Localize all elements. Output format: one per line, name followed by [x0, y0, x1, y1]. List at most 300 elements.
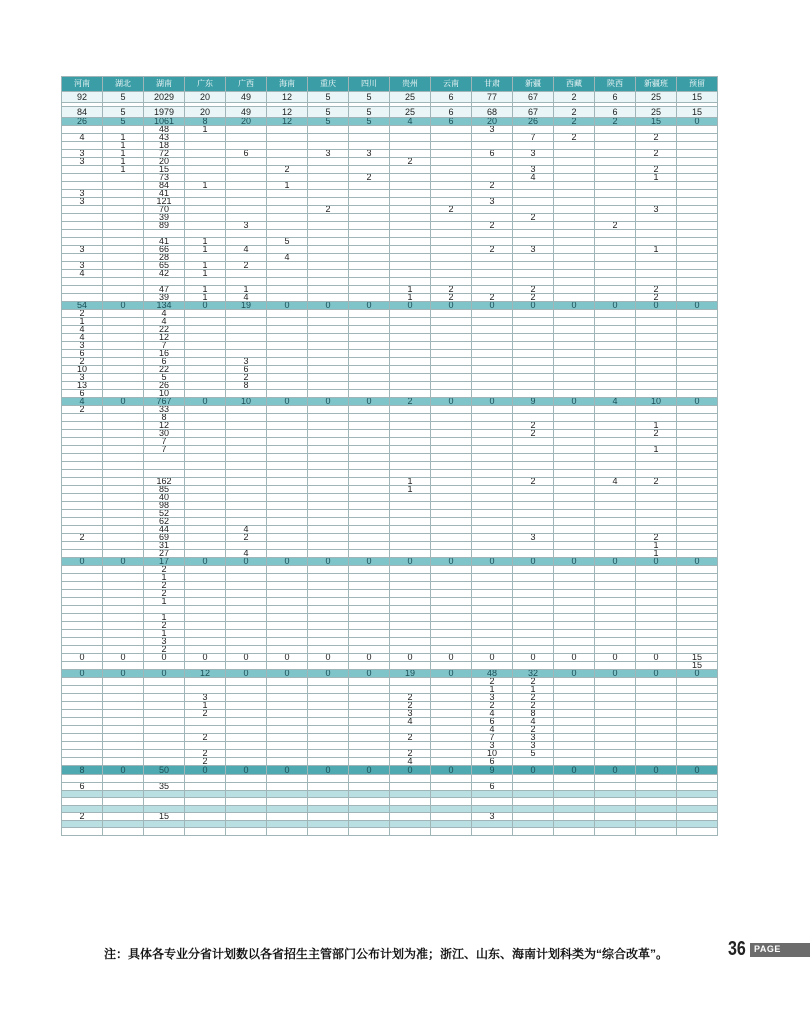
table-cell [62, 662, 103, 670]
table-cell [431, 606, 472, 614]
table-cell [267, 510, 308, 518]
table-cell [554, 286, 595, 294]
table-cell [554, 828, 595, 836]
table-cell [554, 510, 595, 518]
table-cell: 3 [513, 534, 554, 542]
table-cell [554, 190, 595, 198]
table-cell [103, 646, 144, 654]
table-cell: 2 [513, 294, 554, 302]
table-cell [62, 126, 103, 134]
table-cell [62, 254, 103, 262]
table-cell [595, 646, 636, 654]
table-row [62, 454, 718, 462]
table-cell [595, 374, 636, 382]
table-cell [308, 230, 349, 238]
table-cell: 6 [431, 107, 472, 118]
table-cell [636, 318, 677, 326]
subtotal-row [62, 766, 718, 775]
table-cell [636, 230, 677, 238]
table-cell [513, 550, 554, 558]
table-row [62, 622, 718, 630]
table-cell [308, 470, 349, 478]
table-cell [226, 270, 267, 278]
table-cell [677, 518, 718, 526]
table-cell [513, 190, 554, 198]
table-cell [595, 622, 636, 630]
table-cell [390, 678, 431, 686]
table-cell: 0 [677, 670, 718, 678]
table-cell: 0 [62, 654, 103, 662]
table-cell [62, 430, 103, 438]
table-row [62, 783, 718, 791]
table-cell [431, 334, 472, 342]
table-cell [513, 598, 554, 606]
table-cell: 10 [62, 366, 103, 374]
table-cell [554, 542, 595, 550]
table-cell [472, 791, 513, 798]
table-cell [308, 278, 349, 286]
table-cell: 47 [144, 286, 185, 294]
table-cell [677, 783, 718, 791]
table-row [62, 318, 718, 326]
table-cell [103, 813, 144, 821]
table-cell: 3 [472, 126, 513, 134]
table-cell: 0 [226, 766, 267, 775]
table-row [62, 758, 718, 766]
table-cell: 7 [513, 134, 554, 142]
table-cell [267, 783, 308, 791]
table-cell [349, 166, 390, 174]
table-cell [677, 598, 718, 606]
table-cell [308, 158, 349, 166]
table-row [62, 686, 718, 694]
table-cell [226, 310, 267, 318]
table-cell [636, 214, 677, 222]
table-cell [554, 222, 595, 230]
table-cell [636, 502, 677, 510]
table-cell [185, 646, 226, 654]
table-cell [308, 294, 349, 302]
table-cell [103, 791, 144, 798]
table-cell [226, 686, 267, 694]
table-cell [431, 270, 472, 278]
table-cell: 8 [513, 710, 554, 718]
table-cell: 35 [144, 783, 185, 791]
table-cell [472, 230, 513, 238]
table-cell: 3 [62, 342, 103, 350]
table-cell [267, 366, 308, 374]
table-cell [431, 438, 472, 446]
table-cell [390, 246, 431, 254]
table-cell: 0 [103, 670, 144, 678]
table-cell [677, 230, 718, 238]
table-cell [636, 142, 677, 150]
table-cell [554, 366, 595, 374]
table-cell [103, 254, 144, 262]
table-cell [595, 454, 636, 462]
table-cell [103, 294, 144, 302]
table-cell: 8 [62, 766, 103, 775]
table-cell [144, 718, 185, 726]
table-row [62, 470, 718, 478]
table-cell [267, 134, 308, 142]
table-cell: 1 [636, 542, 677, 550]
table-cell [677, 286, 718, 294]
table-cell: 3 [636, 206, 677, 214]
table-cell [267, 775, 308, 783]
table-cell [677, 494, 718, 502]
table-cell: 1 [103, 142, 144, 150]
table-cell: 1 [390, 294, 431, 302]
table-cell [103, 742, 144, 750]
table-cell [226, 174, 267, 182]
table-cell [554, 518, 595, 526]
table-row [62, 828, 718, 836]
table-cell: 1 [144, 574, 185, 582]
table-cell [308, 502, 349, 510]
table-cell [185, 278, 226, 286]
table-cell [103, 638, 144, 646]
table-cell [267, 142, 308, 150]
table-cell [390, 318, 431, 326]
table-cell [677, 430, 718, 438]
table-cell [308, 430, 349, 438]
table-cell [472, 134, 513, 142]
table-row [62, 598, 718, 606]
table-cell: 70 [144, 206, 185, 214]
table-cell: 25 [636, 92, 677, 103]
table-cell [103, 230, 144, 238]
table-cell [62, 278, 103, 286]
table-cell [349, 142, 390, 150]
table-cell [308, 382, 349, 390]
table-cell [431, 342, 472, 350]
table-cell [636, 742, 677, 750]
table-cell [103, 518, 144, 526]
table-cell [103, 758, 144, 766]
table-cell [390, 406, 431, 414]
table-cell: 2 [472, 678, 513, 686]
table-cell [349, 406, 390, 414]
table-cell [677, 294, 718, 302]
table-row [62, 806, 718, 813]
table-cell [62, 214, 103, 222]
table-cell [62, 142, 103, 150]
table-cell [677, 622, 718, 630]
table-cell: 9 [472, 766, 513, 775]
table-cell [103, 534, 144, 542]
table-cell [349, 342, 390, 350]
table-cell [595, 702, 636, 710]
table-cell [267, 630, 308, 638]
table-cell [595, 366, 636, 374]
table-cell [267, 590, 308, 598]
table-cell [267, 214, 308, 222]
table-row [62, 438, 718, 446]
table-cell [349, 638, 390, 646]
table-cell: 2 [390, 702, 431, 710]
table-cell: 0 [472, 558, 513, 566]
table-cell [308, 494, 349, 502]
table-cell [677, 150, 718, 158]
table-cell [185, 821, 226, 828]
table-cell [595, 230, 636, 238]
table-cell [103, 270, 144, 278]
table-cell [636, 566, 677, 574]
table-cell [144, 758, 185, 766]
table-cell [595, 142, 636, 150]
table-cell: 54 [62, 302, 103, 310]
table-cell [595, 422, 636, 430]
table-cell [349, 270, 390, 278]
table-cell: 0 [308, 670, 349, 678]
table-cell [595, 414, 636, 422]
table-cell [390, 374, 431, 382]
table-cell: 4 [390, 718, 431, 726]
table-cell [636, 590, 677, 598]
table-cell [554, 214, 595, 222]
table-cell [308, 350, 349, 358]
table-cell [349, 470, 390, 478]
table-cell [554, 742, 595, 750]
table-cell [103, 718, 144, 726]
table-cell [308, 630, 349, 638]
column-header: 河南 [62, 77, 103, 92]
table-cell [308, 662, 349, 670]
table-cell: 1 [636, 550, 677, 558]
table-cell [62, 414, 103, 422]
table-cell [554, 270, 595, 278]
table-row [62, 694, 718, 702]
table-cell: 0 [636, 302, 677, 310]
table-cell [431, 358, 472, 366]
table-cell [677, 791, 718, 798]
table-cell [595, 430, 636, 438]
table-cell: 20 [472, 118, 513, 126]
table-cell [554, 414, 595, 422]
table-cell: 1979 [144, 107, 185, 118]
table-cell [677, 710, 718, 718]
footnote: 注：具体各专业分省计划数以各省招生主管部门公布计划为准；浙江、山东、海南计划科类为“综合改革”。 [104, 947, 669, 961]
table-cell [308, 813, 349, 821]
table-cell [62, 286, 103, 294]
table-cell: 0 [595, 558, 636, 566]
table-cell [103, 630, 144, 638]
table-cell [103, 462, 144, 470]
table-cell [226, 182, 267, 190]
table-cell: 4 [267, 254, 308, 262]
table-cell [472, 382, 513, 390]
table-cell [349, 390, 390, 398]
table-cell [677, 478, 718, 486]
table-cell: 0 [267, 670, 308, 678]
table-cell [636, 158, 677, 166]
table-cell [62, 750, 103, 758]
table-cell [185, 358, 226, 366]
table-cell [103, 358, 144, 366]
table-cell [513, 238, 554, 246]
table-cell [185, 206, 226, 214]
table-cell: 2 [349, 174, 390, 182]
table-cell [554, 702, 595, 710]
table-cell [554, 358, 595, 366]
table-cell [185, 406, 226, 414]
subtotal-row [62, 118, 718, 126]
table-cell [226, 198, 267, 206]
table-row [62, 446, 718, 454]
table-cell [308, 174, 349, 182]
table-cell [185, 502, 226, 510]
table-cell [308, 134, 349, 142]
table-cell: 0 [554, 654, 595, 662]
table-cell [226, 166, 267, 174]
column-header: 广东 [185, 77, 226, 92]
table-row [62, 270, 718, 278]
table-cell [185, 158, 226, 166]
table-cell [595, 382, 636, 390]
table-cell [513, 462, 554, 470]
table-cell [554, 166, 595, 174]
table-cell: 3 [513, 246, 554, 254]
table-cell [472, 238, 513, 246]
table-cell: 5 [267, 238, 308, 246]
table-cell: 15 [677, 107, 718, 118]
table-cell: 1 [144, 598, 185, 606]
table-cell [677, 190, 718, 198]
table-cell: 3 [62, 374, 103, 382]
table-cell [185, 510, 226, 518]
table-cell [62, 638, 103, 646]
table-cell [554, 438, 595, 446]
table-cell [677, 382, 718, 390]
table-cell [349, 590, 390, 598]
table-cell: 0 [185, 766, 226, 775]
table-cell [185, 470, 226, 478]
table-cell: 6 [595, 107, 636, 118]
table-cell [431, 174, 472, 182]
table-row [62, 526, 718, 534]
table-cell [226, 798, 267, 806]
table-cell [349, 686, 390, 694]
table-cell [595, 783, 636, 791]
table-cell: 1 [390, 478, 431, 486]
table-cell [472, 502, 513, 510]
table-cell [513, 334, 554, 342]
table-cell [595, 310, 636, 318]
table-cell [595, 694, 636, 702]
table-cell [103, 614, 144, 622]
table-row [62, 198, 718, 206]
table-row [62, 710, 718, 718]
table-cell [103, 406, 144, 414]
table-cell [472, 470, 513, 478]
table-cell [267, 526, 308, 534]
table-cell [103, 598, 144, 606]
table-cell [62, 174, 103, 182]
table-cell [554, 798, 595, 806]
table-cell [62, 438, 103, 446]
table-cell: 2 [636, 134, 677, 142]
table-cell [390, 542, 431, 550]
table-cell: 2 [226, 262, 267, 270]
table-cell [267, 734, 308, 742]
table-cell: 1 [185, 126, 226, 134]
table-cell [390, 142, 431, 150]
table-cell [636, 366, 677, 374]
table-cell [185, 166, 226, 174]
table-cell [185, 478, 226, 486]
table-cell: 0 [554, 558, 595, 566]
table-cell [472, 190, 513, 198]
table-cell [390, 614, 431, 622]
table-cell [431, 430, 472, 438]
table-cell: 22 [144, 366, 185, 374]
table-cell [308, 718, 349, 726]
table-cell [349, 534, 390, 542]
table-cell [226, 821, 267, 828]
table-cell [349, 214, 390, 222]
table-cell: 2 [554, 134, 595, 142]
table-cell [62, 550, 103, 558]
table-cell: 2 [554, 92, 595, 103]
table-cell: 0 [185, 558, 226, 566]
table-cell [185, 550, 226, 558]
table-cell: 0 [390, 654, 431, 662]
table-cell [349, 630, 390, 638]
table-cell [513, 798, 554, 806]
table-cell: 7 [144, 342, 185, 350]
table-cell [185, 430, 226, 438]
table-cell: 5 [349, 92, 390, 103]
table-cell [267, 262, 308, 270]
table-cell [472, 622, 513, 630]
table-cell: 1 [390, 486, 431, 494]
table-cell [349, 262, 390, 270]
table-cell [472, 310, 513, 318]
table-cell [390, 358, 431, 366]
table-cell: 0 [267, 398, 308, 406]
table-cell [677, 270, 718, 278]
table-cell: 3 [62, 198, 103, 206]
table-cell [554, 614, 595, 622]
table-cell [226, 478, 267, 486]
table-cell [595, 828, 636, 836]
table-row [62, 726, 718, 734]
table-cell [226, 726, 267, 734]
table-cell: 2 [431, 206, 472, 214]
table-cell: 1 [103, 150, 144, 158]
table-cell: 7 [144, 438, 185, 446]
table-cell: 2 [226, 534, 267, 542]
table-cell: 5 [308, 92, 349, 103]
table-cell [226, 326, 267, 334]
table-cell: 0 [636, 670, 677, 678]
table-cell: 0 [595, 654, 636, 662]
column-header: 重庆 [308, 77, 349, 92]
table-cell [677, 510, 718, 518]
table-cell [554, 254, 595, 262]
table-cell: 0 [349, 558, 390, 566]
table-cell [267, 422, 308, 430]
column-header: 云南 [431, 77, 472, 92]
table-cell [677, 142, 718, 150]
table-cell [595, 798, 636, 806]
table-cell [267, 382, 308, 390]
table-row [62, 342, 718, 350]
table-cell [308, 406, 349, 414]
table-cell [308, 222, 349, 230]
table-cell [636, 718, 677, 726]
